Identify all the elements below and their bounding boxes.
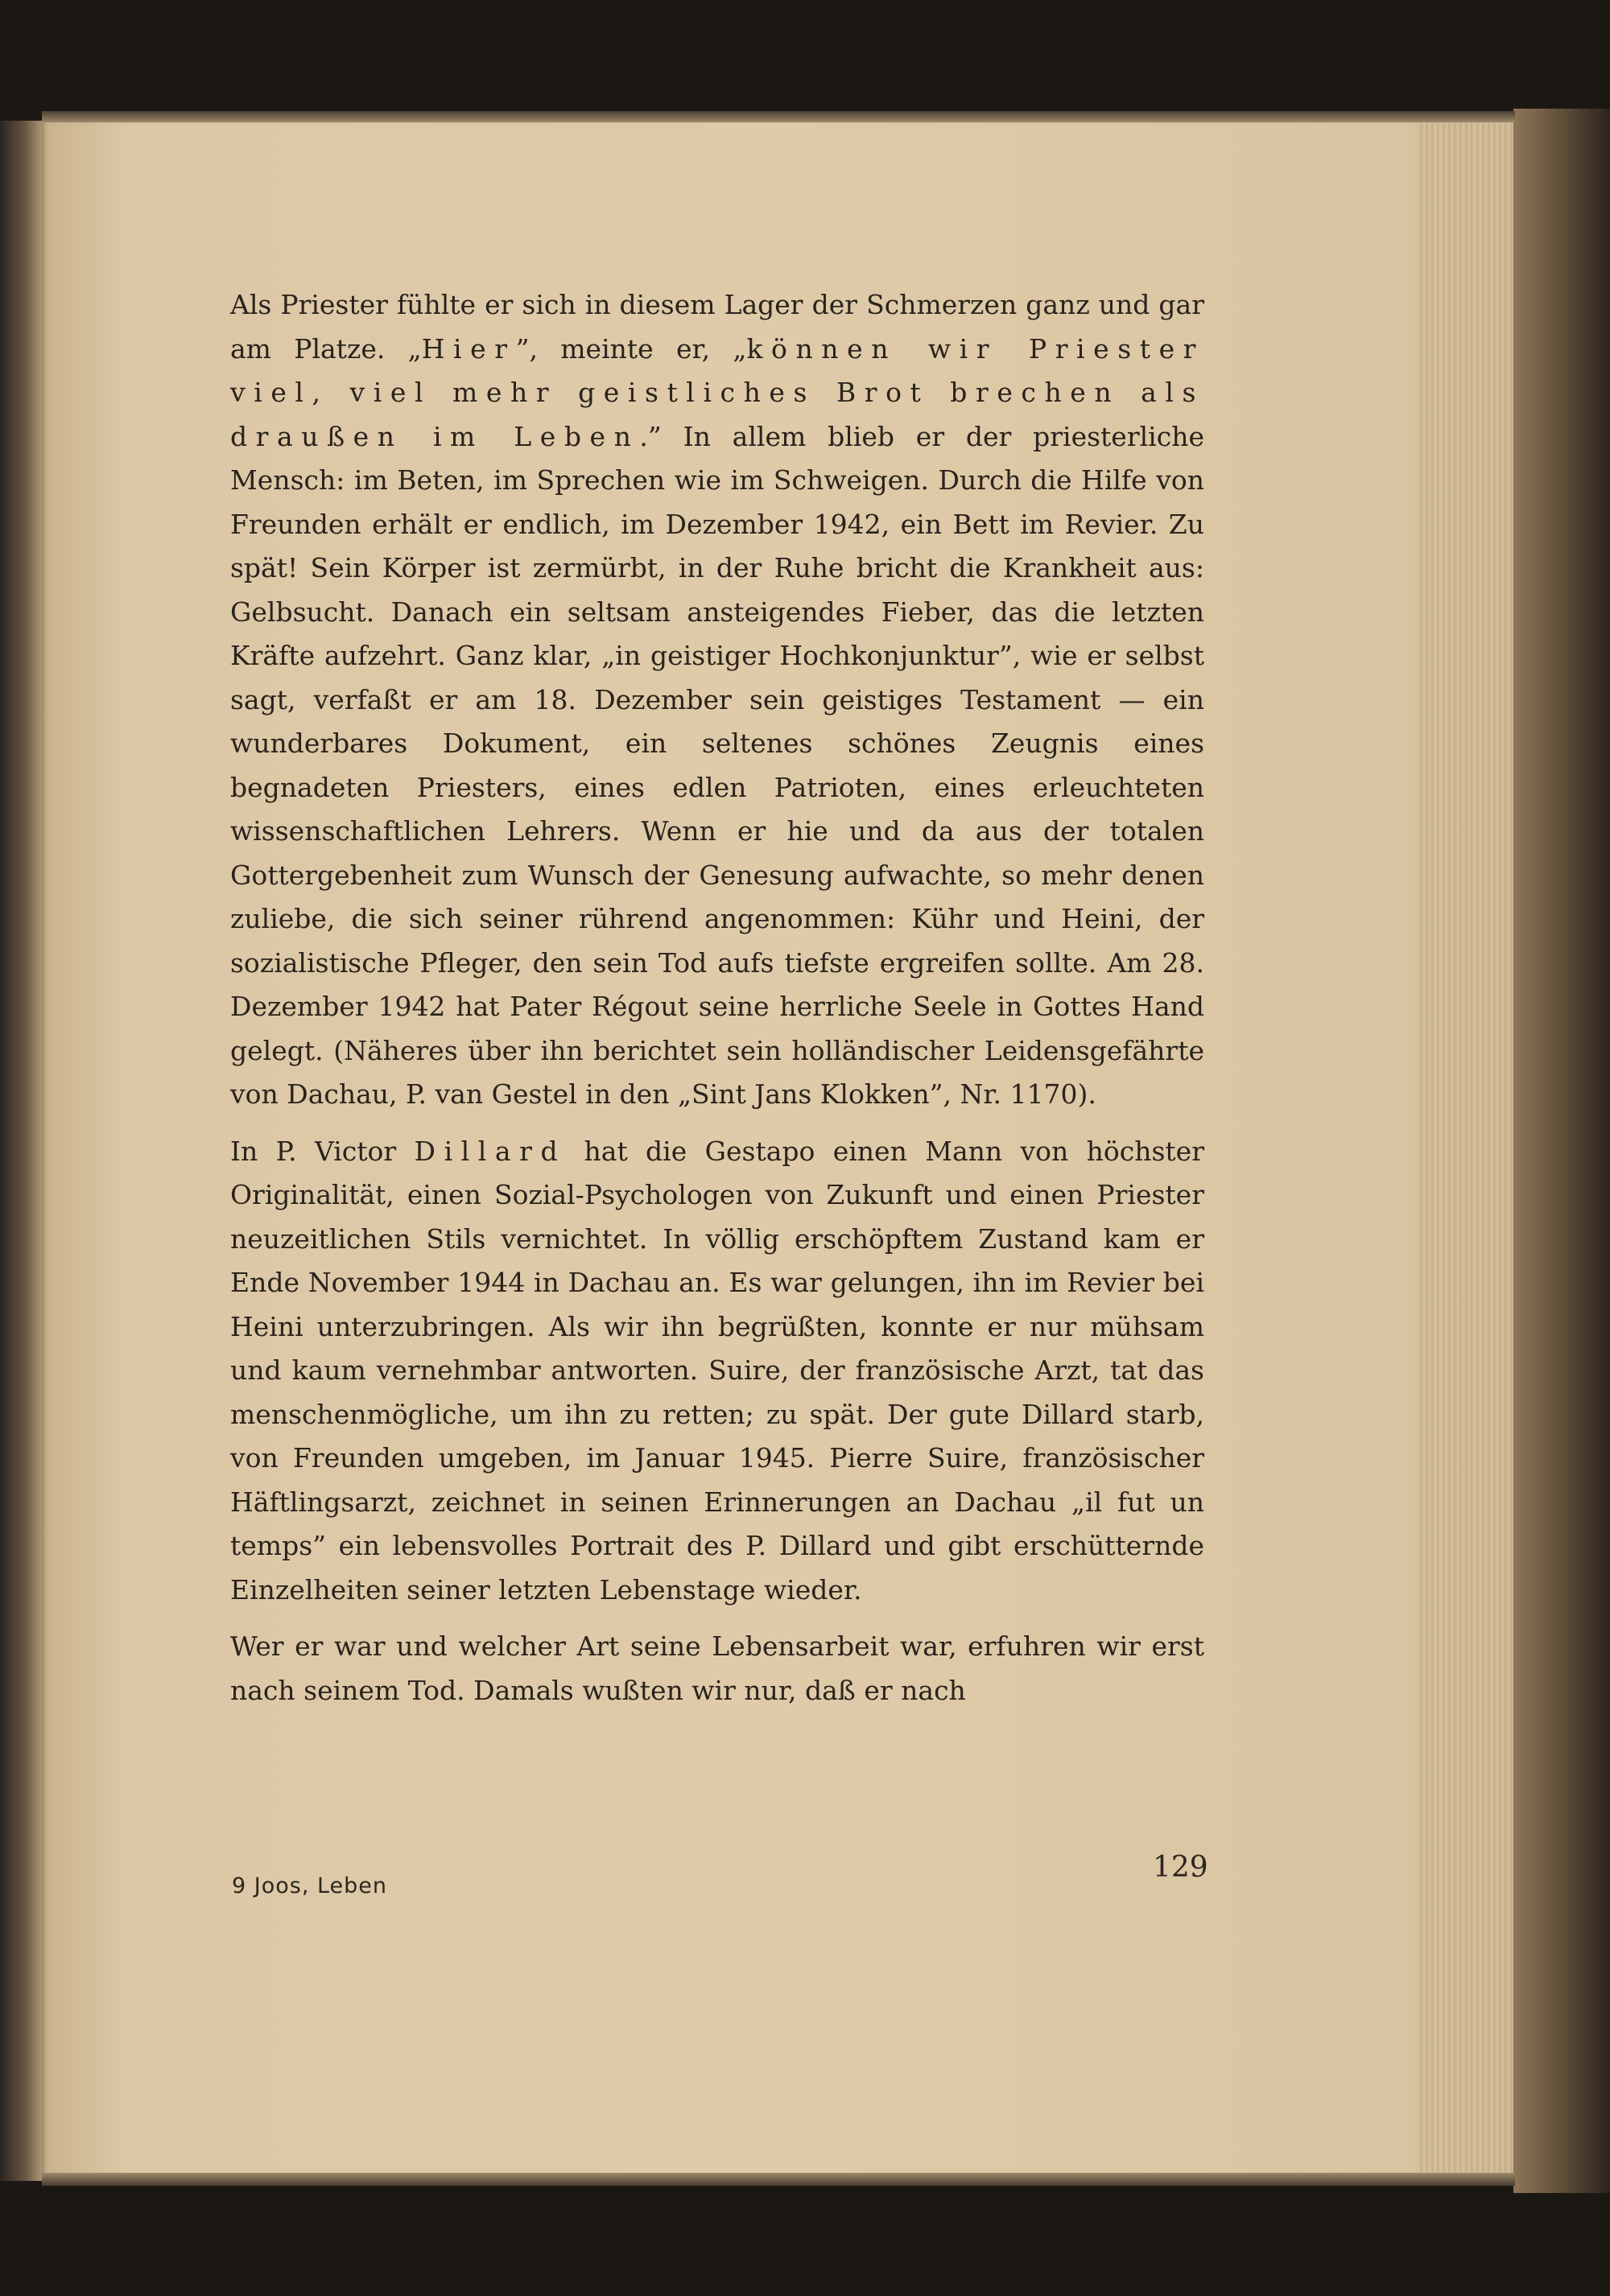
text-run: In P. Victor [230, 1135, 415, 1167]
bottom-page-edge [42, 2173, 1515, 2186]
spaced-text-run: Dillard [414, 1135, 567, 1167]
spaced-text-run: Hier [421, 332, 516, 365]
book-cover-edge [1513, 109, 1610, 2193]
paragraph-3 [230, 1625, 1204, 1713]
paragraph-1 [230, 283, 1204, 1117]
top-page-edge [42, 111, 1515, 122]
text-run: ”, meinte er, „ [515, 332, 747, 365]
paragraph-2 [230, 1130, 1204, 1613]
text-run: .” In allem blieb er der priesterliche Mensch: im Beten, im Sprechen wie im Schweigen. Durch die Hilfe von Freunden erhält er endlich, im Dezember 1942, ein Bett im Revier. Zu spät! Sein Körper ist zermürbt, in der Ruhe bricht die Krankheit aus: Gelbsucht. Danach ein seltsam ansteigendes Fieber, das die letzten Kräfte aufzehrt. Ganz klar, „in geistiger Hochkonjunktur”, wie er selbst sagt, verfaßt er am 18. Dezember sein geistiges Testament — ein wunderbares Dokument, ein seltenes schönes Zeugnis eines begnadeten Priesters, eines edlen Patrioten, eines erleuchteten wissenschaftlichen Lehrers. Wenn er hie und da aus der totalen Gottergebenheit zum Wunsch der Genesung aufwachte, so mehr denen zuliebe, die sich seiner rührend angenommen: Kühr und Heini, der sozialistische Pfleger, den sein Tod aufs tiefste ergreifen sollte. Am 28. Dezember 1942 hat Pater Régout seine herrliche Seele in Gottes Hand gelegt. (Näheres über ihn berichtet sein holländischer Leidensgefährte von Dachau, P. van Gestel in den „Sint Jans Klokken”, Nr. 1170). [230, 420, 1204, 1110]
page-number: 129 [1153, 1851, 1208, 1884]
signature-mark: 9 Joos, Leben [232, 1873, 388, 1898]
text-run: Wer er war und welcher Art seine Lebensarbeit war, erfuhren wir erst nach seinem Tod. Damals wußten wir nur, daß er nach [230, 1630, 1204, 1706]
text-run: hat die Gestapo einen Mann von höchster Originalität, einen Sozial-Psychologen von Zukunft und einen Priester neuzeitlichen Stils vernichtet. In völlig erschöpftem Zustand kam er Ende November 1944 in Dachau an. Es war gelungen, ihn im Revier bei Heini unterzubringen. Als wir ihn begrüßten, konnte er nur mühsam und kaum vernehmbar antworten. Suire, der französische Arzt, tat das menschenmögliche, um ihn zu retten; zu spät. Der gute Dillard starb, von Freunden umgeben, im Januar 1945. Pierre Suire, französischer Häftlingsarzt, zeichnet in seinen Erinnerungen an Dachau „il fut un temps” ein lebensvolles Portrait des P. Dillard und gibt erschütternde Einzelheiten seiner letzten Lebenstage wieder. [230, 1135, 1204, 1606]
spaced-text-run: können wir Priester viel, viel mehr geistliches Brot brechen als draußen im Leben [230, 332, 1204, 452]
body-text [230, 283, 1204, 1713]
text-run: Als Priester fühlte er sich in diesem Lager der Schmerzen ganz und gar am Platze. „ [230, 289, 1204, 365]
page-stack [1417, 114, 1513, 2183]
left-page-edge [0, 121, 47, 2181]
